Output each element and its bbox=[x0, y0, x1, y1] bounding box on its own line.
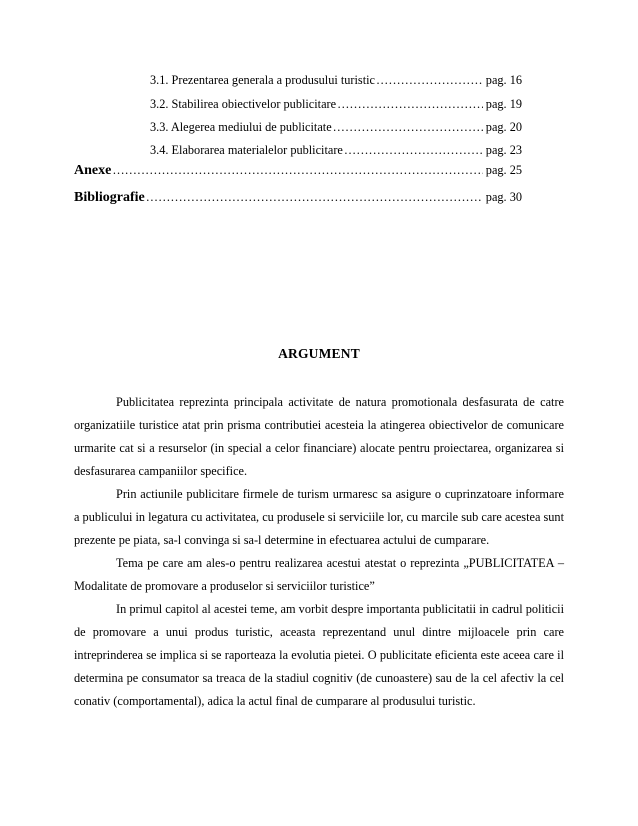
toc-entry-title: 3.2. Stabilirea obiectivelor publicitare bbox=[150, 97, 337, 111]
toc-entry-title: 3.4. Elaborarea materialelor publicitare bbox=[150, 143, 343, 157]
paragraph: Prin actiunile publicitare firmele de turism urmaresc sa asigure o cuprinzatoare informare a publicului in legatura cu activitatea, cu produsele si serviciile lor, cu marcile sub care acestea sunt prezente pe piata, sa-l convinga si sa-l determine in efectuarea actului de cumparare. bbox=[74, 487, 564, 547]
section-heading: ARGUMENT bbox=[278, 346, 360, 361]
toc-entry-page: pag. 19 bbox=[485, 97, 522, 111]
toc-entry-page: pag. 30 bbox=[485, 190, 522, 204]
toc-leader-dots bbox=[344, 143, 483, 158]
paragraph: Publicitatea reprezinta principala activitate de natura promotionala desfasurata de catre organizatiile turistice atat prin prisma contributiei acesteia la atingerea obiectivelor de comunicare urmarite cat si a resurselor (in special a celor financiare) alocate pentru proiectarea, organizarea si desfasurarea campaniilor specifice. bbox=[74, 395, 564, 478]
toc-leader-dots bbox=[376, 73, 483, 88]
toc-entry-3-4[interactable] bbox=[150, 143, 522, 158]
toc-entry-3-2[interactable] bbox=[150, 97, 522, 112]
argument-body bbox=[74, 391, 564, 713]
toc-leader-dots bbox=[112, 163, 482, 178]
toc-entry-page: pag. 25 bbox=[485, 163, 522, 177]
toc-leader-dots bbox=[337, 97, 483, 112]
toc-entry-page: pag. 20 bbox=[485, 120, 522, 134]
toc-entry-3-1[interactable] bbox=[150, 73, 522, 88]
toc-entry-bibliografie[interactable] bbox=[74, 190, 522, 206]
toc-entry-page: pag. 23 bbox=[485, 143, 522, 157]
toc-entry-anexe[interactable] bbox=[74, 163, 522, 179]
toc-entry-title: Anexe bbox=[74, 163, 112, 178]
paragraph: In primul capitol al acestei teme, am vorbit despre importanta publicitatii in cadrul politicii de promovare a unui produs turistic, aceasta reprezentand unul dintre mijloacele prin care intreprinderea se implica si se raporteaza la evolutia pietei. O publicitate eficienta este aceea care il determina pe consumator sa treaca de la stadiul cognitiv (de cunoastere) sau de la cel afectiv la cel conativ (comportamental), adica la actul final de cumparare al produsului turistic. bbox=[74, 602, 564, 708]
toc-entry-page: pag. 16 bbox=[485, 73, 522, 87]
toc-leader-dots bbox=[333, 120, 483, 135]
toc-entry-title: 3.3. Alegerea mediului de publicitate bbox=[150, 120, 332, 134]
paragraph: Tema pe care am ales-o pentru realizarea acestui atestat o reprezinta „PUBLICITATEA – Modalitate de promovare a produselor si serviciilor turistice” bbox=[74, 556, 564, 593]
toc-leader-dots bbox=[146, 190, 483, 205]
toc-entry-title: 3.1. Prezentarea generala a produsului turistic bbox=[150, 73, 376, 87]
toc-entry-3-3[interactable] bbox=[150, 120, 522, 135]
toc-entry-title: Bibliografie bbox=[74, 190, 145, 205]
